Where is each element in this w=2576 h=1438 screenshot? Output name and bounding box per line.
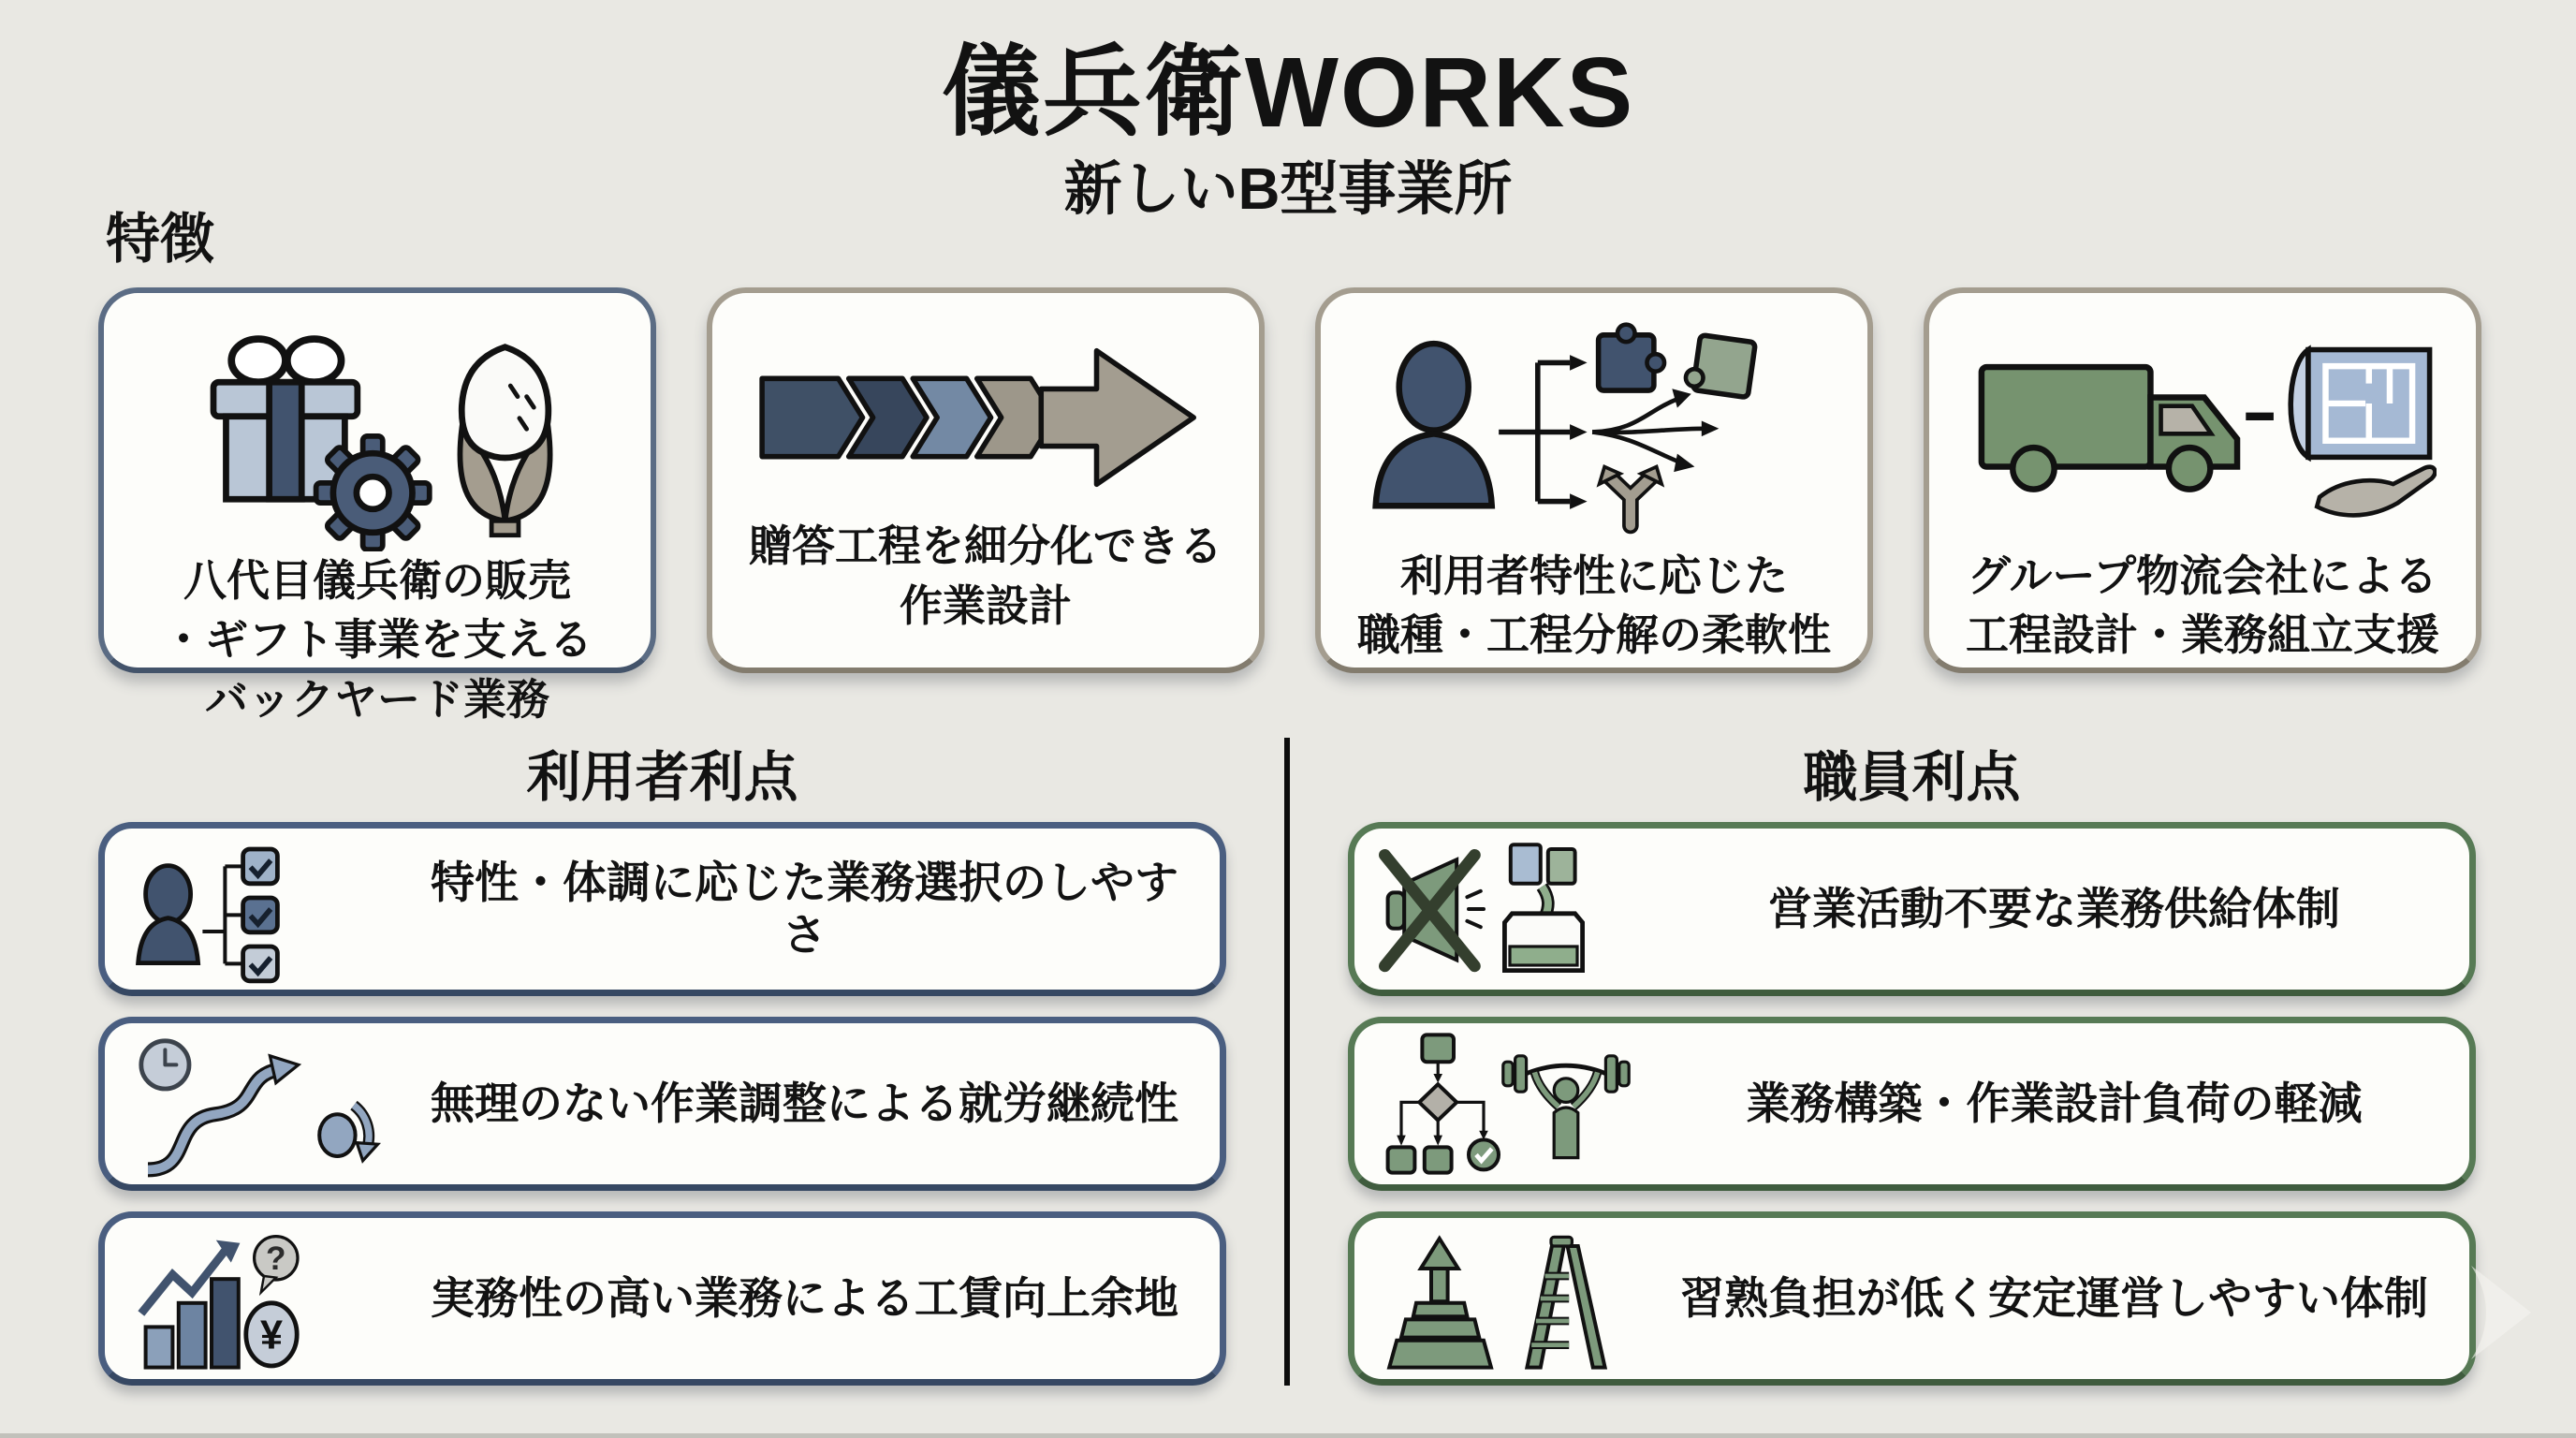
no-sales-megaphone-inbox-icon	[1354, 834, 1673, 984]
flowchart-weightlifter-icon	[1354, 1029, 1673, 1179]
branch-arrows-icon	[1592, 399, 1705, 463]
puzzle-piece-icon	[1599, 325, 1756, 398]
staff-benefit-card-1	[1348, 822, 2476, 996]
step-up-ladder-icon	[1354, 1224, 1673, 1373]
user-benefit-card-3	[98, 1211, 1226, 1386]
feature-text-line: 作業設計	[900, 580, 1072, 630]
page-title: 儀兵衛WORKS	[941, 37, 1635, 148]
process-chevron-arrow-icon	[752, 293, 1220, 517]
feature-text-line: 工程設計・業務組立支援	[1966, 610, 2439, 660]
person-branching-puzzle-icon	[1360, 293, 1828, 547]
feature-card-text	[1966, 547, 2439, 697]
feature-text-line: ・ギフト事業を支える	[162, 615, 593, 665]
rice-icon	[460, 347, 549, 536]
truck-blueprint-hand-icon	[1969, 293, 2437, 547]
feature-text-line: バックヤード業務	[205, 674, 549, 724]
benefit-text: 実務性の高い業務による工賃向上余地	[431, 1272, 1178, 1323]
feature-card-text	[749, 517, 1222, 668]
hand-icon	[2317, 467, 2435, 516]
feature-card-logistics-support	[1924, 287, 2481, 673]
page-subtitle: 新しいB型事業所	[1063, 157, 1513, 222]
user-benefits-heading: 利用者利点	[526, 747, 798, 808]
benefit-text: 無理のない作業調整による就労継続性	[431, 1078, 1178, 1128]
feature-text-line: 利用者特性に応じた	[1400, 551, 1788, 600]
inbox-documents-icon	[1504, 844, 1582, 970]
weightlifter-icon	[1503, 1056, 1629, 1158]
user-benefit-card-2	[98, 1017, 1226, 1191]
next-page-arrow[interactable]	[2469, 1266, 2535, 1359]
growth-steps-icon	[1389, 1239, 1491, 1368]
refresh-person-icon	[319, 1106, 377, 1161]
question-bubble-icon	[255, 1237, 298, 1293]
feature-card-backyard	[98, 287, 656, 724]
svg-text:¥: ¥	[259, 1313, 284, 1358]
gear-icon	[316, 436, 430, 550]
feature-text-line: グループ物流会社による	[1967, 551, 2438, 600]
user-benefit-card-1	[98, 822, 1226, 996]
split-arrow-icon	[1600, 467, 1662, 526]
gift-gear-rice-icon	[171, 293, 583, 551]
bar-chart-yen-icon	[105, 1224, 423, 1373]
staff-benefit-card-2	[1348, 1017, 2476, 1191]
person-checklist-icon	[105, 834, 423, 984]
clock-icon	[141, 1041, 189, 1089]
truck-icon	[1982, 367, 2237, 490]
feature-text-line: 八代目儀兵衛の販売	[183, 556, 571, 605]
flowchart-icon	[1388, 1034, 1499, 1172]
benefit-text: 営業活動不要な業務供給体制	[1768, 883, 2340, 933]
person-icon	[1376, 344, 1492, 506]
bar-chart-icon	[141, 1240, 241, 1368]
benefit-text: 業務構築・作業設計負荷の軽減	[1746, 1078, 2363, 1128]
benefit-text: 習熟負担が低く安定運営しやすい体制	[1680, 1272, 2428, 1323]
feature-text-line: 職種・工程分解の柔軟性	[1357, 610, 1831, 660]
bottom-edge-line	[0, 1433, 2576, 1438]
svg-text:?: ?	[266, 1240, 286, 1277]
clock-winding-arrow-icon	[105, 1029, 423, 1179]
benefit-text: 特性・体調に応じた業務選択のしやすさ	[431, 857, 1178, 960]
feature-card-process-design	[707, 287, 1265, 673]
staff-benefits-heading: 職員利点	[1803, 747, 2021, 808]
blueprint-icon	[2291, 350, 2429, 458]
feature-card-flexibility	[1315, 287, 1873, 673]
features-section-label: 特徴	[106, 209, 215, 270]
feature-text-line: 贈答工程を細分化できる	[749, 521, 1222, 571]
feature-card-text	[1357, 547, 1831, 697]
stepladder-icon	[1527, 1237, 1604, 1367]
section-divider	[1284, 738, 1290, 1386]
feature-card-text	[162, 551, 593, 761]
staff-benefit-card-3	[1348, 1211, 2476, 1386]
yen-coin-icon	[246, 1303, 297, 1366]
